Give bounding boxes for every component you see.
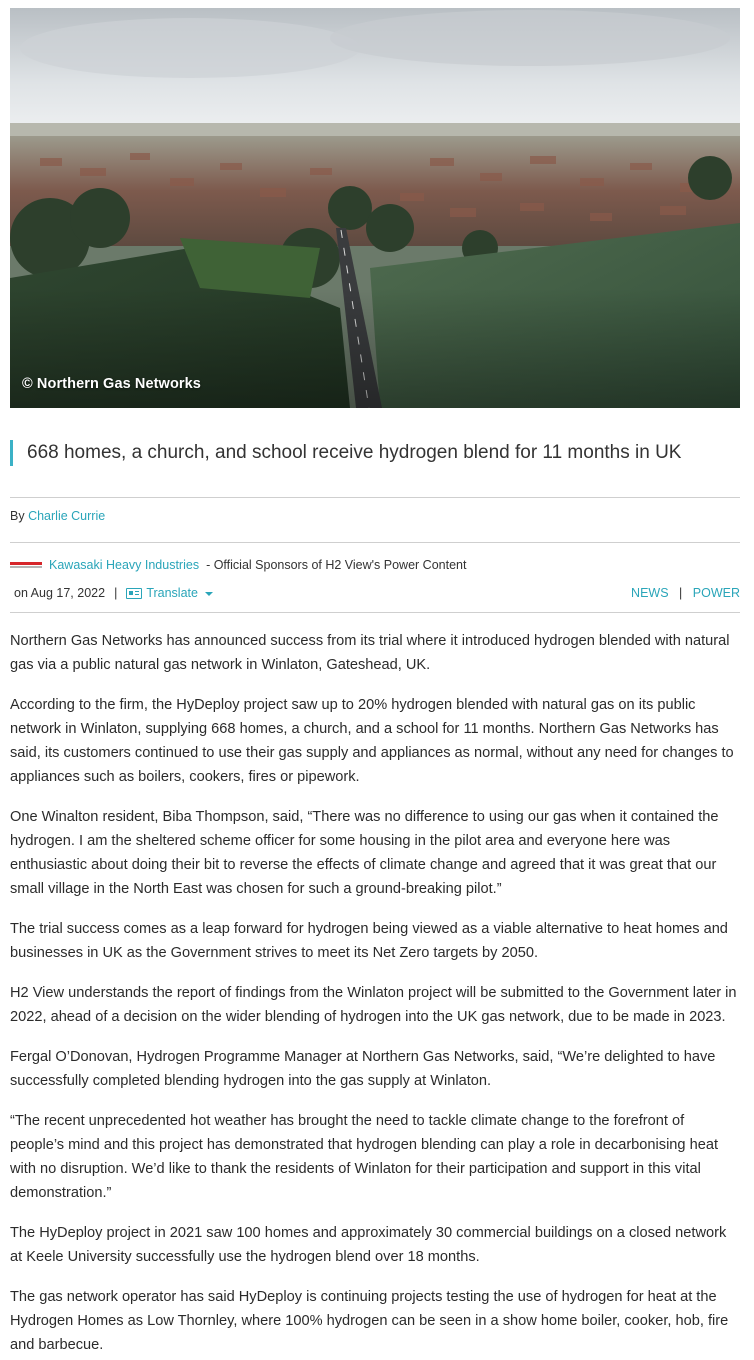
translate-icon: [126, 588, 142, 599]
article-paragraph: Northern Gas Networks has announced success from its trial where it introduced hydrogen blended with natural gas via a public natural gas network in Winlaton, Gateshead, UK.: [10, 633, 730, 673]
article-paragraph: The HyDeploy project in 2021 saw 100 homes and approximately 30 commercial buildings on a closed network at Keele University successfully use the hydrogen blend over 18 months.: [10, 1225, 727, 1265]
publish-date: on Aug 17, 2022: [14, 586, 106, 600]
meta-separator: |: [114, 586, 118, 600]
divider: [10, 542, 740, 543]
category-tags: [631, 586, 740, 600]
aerial-photo: [10, 8, 740, 408]
article-paragraph: “The recent unprecedented hot weather has brought the need to tackle climate change to the forefront of people’s mind and this project has demonstrated that hydrogen blending can play a role in decarbonising heat with no disruption. We’d like to thank the residents of Winlaton for their participation and support in this vital demonstration.”: [10, 1113, 718, 1201]
translate-dropdown[interactable]: [126, 586, 213, 600]
author-link[interactable]: Charlie Currie: [28, 509, 106, 523]
category-news-link[interactable]: NEWS: [631, 586, 669, 600]
article-paragraph: According to the firm, the HyDeploy project saw up to 20% hydrogen blended with natural gas on its public network in Winlaton, supplying 668 homes, a church, and a school for 11 months. Northern Gas Networks has said, its customers continued to use their gas supply and appliances as normal, without any need for changes to appliances such as boilers, cookers, fires or pipework.: [10, 697, 734, 785]
category-separator: |: [679, 586, 683, 600]
article-paragraph: The gas network operator has said HyDeploy is continuing projects testing the use of hydrogen for heat at the Hydrogen Homes as Low Thornley, where 100% hydrogen can be seen in a show home boiler, cooker, hob, fire and barbecue.: [10, 1289, 729, 1353]
sponsor-line: [10, 558, 466, 572]
hero-image: [10, 8, 740, 408]
by-label: By: [10, 509, 25, 523]
divider: [10, 612, 740, 613]
article-paragraph: H2 View understands the report of findings from the Winlaton project will be submitted to the Government later in 2022, ahead of a decision on the wider blending of hydrogen into the UK gas network, due to be made in 2023.: [10, 985, 737, 1025]
byline: [10, 509, 105, 523]
article-body: [10, 629, 740, 1360]
article-title-block: [10, 440, 740, 466]
sponsor-tagline: - Official Sponsors of H2 View's Power Content: [206, 558, 467, 572]
article-paragraph: Fergal O’Donovan, Hydrogen Programme Manager at Northern Gas Networks, said, “We’re delighted to have successfully completed blending hydrogen into the gas supply at Winlaton.: [10, 1049, 716, 1089]
divider: [10, 497, 740, 498]
translate-label: Translate: [146, 586, 198, 600]
caret-down-icon: [205, 592, 213, 596]
article-paragraph: The trial success comes as a leap forward for hydrogen being viewed as a viable alternative to heat homes and businesses in UK as the Government strives to meet its Net Zero targets by 2050.: [10, 921, 728, 961]
article-paragraph: One Winalton resident, Biba Thompson, said, “There was no difference to using our gas when it contained the hydrogen. I am the sheltered scheme officer for some housing in the pilot area and everyone here was enthusiastic about doing their bit to reverse the effects of climate change and agreed that it was great that our small village in the North East was chosen for such a ground-breaking pilot.”: [10, 809, 719, 897]
kawasaki-logo-icon: [10, 560, 42, 570]
category-power-link[interactable]: POWER: [692, 586, 740, 600]
article-meta: [14, 586, 213, 600]
sponsor-link[interactable]: Kawasaki Heavy Industries: [49, 558, 200, 572]
photo-credit: © Northern Gas Networks: [22, 376, 201, 392]
article-title: 668 homes, a church, and school receive hydrogen blend for 11 months in UK: [27, 442, 682, 463]
